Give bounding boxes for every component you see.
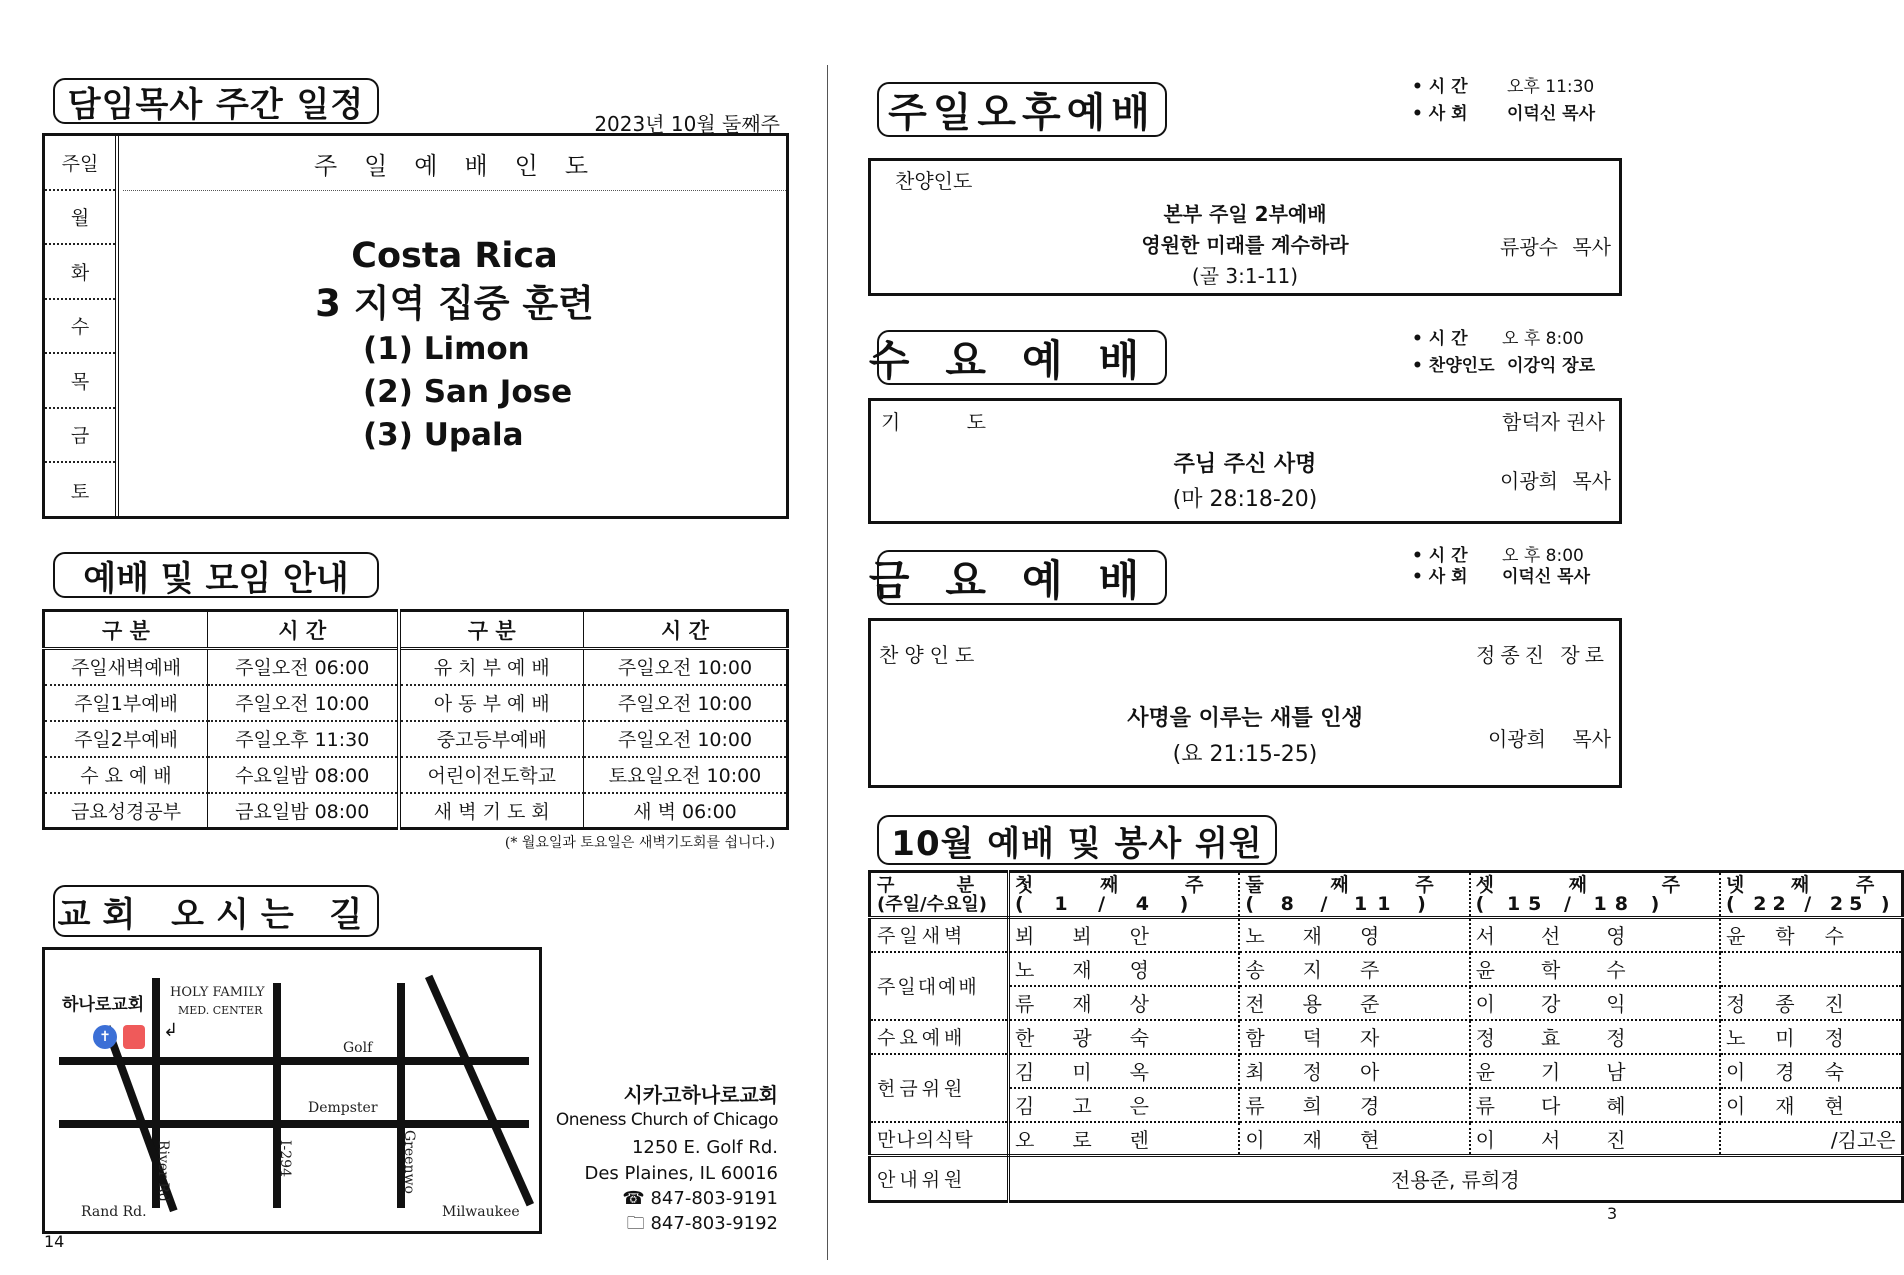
sunday-pm-info (1412, 74, 1612, 128)
map-hospital-label: HOLY FAMILY (170, 985, 265, 1000)
duty-name: 정효정 (1470, 1020, 1720, 1054)
duty-label: 만나의식탁 (870, 1122, 1009, 1156)
sermon-line2: 영원한 미래를 계수하라 (1141, 233, 1349, 257)
header-category: 구 분 (399, 611, 584, 649)
info-value: 오후 11:30 (1507, 77, 1595, 97)
day-friday: 금 (45, 409, 115, 464)
church-cross-icon: ✝ (93, 1025, 117, 1049)
hospital-icon (123, 1025, 145, 1049)
fax-icon: 🗀 (626, 1213, 651, 1234)
table-cell: 주일2부예배 (44, 721, 208, 757)
table-cell: 수 요 예 배 (44, 757, 208, 793)
info-value: 이덕신 목사 (1502, 567, 1591, 587)
table-cell: 유 치 부 예 배 (399, 649, 584, 685)
duty-name: 이재현 (1720, 1088, 1902, 1122)
map-greenwood-label: Greenwo (401, 1130, 417, 1194)
church-name-ko: 시카고하나로교회 (623, 1083, 778, 1107)
map-dempster-label: Dempster (308, 1100, 378, 1116)
duty-name: 함덕자 (1239, 1020, 1469, 1054)
scripture: (마 28:18-20) (1172, 487, 1318, 512)
map-i294-label: I-294 (277, 1140, 293, 1177)
body-line2: 3 지역 집중 훈련 (315, 282, 594, 325)
table-cell: 금요일밤 08:00 (208, 793, 399, 829)
duty-label: 주일새벽 (870, 918, 1009, 952)
duty-name: 한광숙 (1009, 1020, 1240, 1054)
day-tuesday: 화 (45, 245, 115, 300)
table-cell: 주일1부예배 (44, 685, 208, 721)
phone-number: 847-803-9191 (650, 1188, 778, 1209)
wednesday-info (1412, 326, 1612, 380)
duty-title: 10월 예배 및 봉사 위원 (877, 815, 1277, 865)
services-title: 예배 및 모임 안내 (53, 552, 379, 598)
info-label: • 시 간 (1412, 77, 1468, 97)
table-cell: 금요성경공부 (44, 793, 208, 829)
header-time: 시 간 (208, 611, 399, 649)
directions-map (42, 947, 542, 1234)
duty-name: 서선영 (1470, 918, 1720, 952)
duty-name: 오로렌 (1009, 1122, 1240, 1156)
schedule-date: 2023년 10월 둘째주 (594, 112, 780, 136)
duty-name: 노재영 (1009, 952, 1240, 986)
page-number-right: 3 (1607, 1204, 1618, 1223)
duty-name: 이강익 (1470, 986, 1720, 1020)
duty-header: 둘 째 주 ( 8 / 11 ) (1239, 872, 1469, 918)
duty-name: 이서진 (1470, 1122, 1720, 1156)
fax-number: 847-803-9192 (650, 1213, 778, 1234)
header-time: 시 간 (584, 611, 788, 649)
preacher: 류광수 목사 (1500, 235, 1611, 259)
duty-name: 노미정 (1720, 1020, 1902, 1054)
preacher: 이광희 목사 (1500, 469, 1611, 493)
duty-name: 송지주 (1239, 952, 1469, 986)
info-label: • 시 간 (1412, 329, 1468, 349)
page-divider (827, 65, 828, 1260)
duty-header: 구 분 (주일/수요일) (870, 872, 1009, 918)
services-note: (* 월요일과 토요일은 새벽기도회를 쉽니다.) (504, 835, 775, 851)
map-church-label: 하나로교회 (62, 995, 145, 1015)
phone-icon: ☎ (622, 1188, 651, 1209)
duty-name: 뵈뵈안 (1009, 918, 1240, 952)
table-cell: 어린이전도학교 (399, 757, 584, 793)
sermon-title: 주님 주신 사명 (1173, 452, 1317, 477)
duty-name: 김고은 (1009, 1088, 1240, 1122)
page-number-left: 14 (44, 1232, 65, 1251)
church-contact (550, 1082, 778, 1236)
usher-names: 전용준, 류희경 (1009, 1156, 1903, 1202)
map-river-label: River Rd (155, 1140, 171, 1202)
schedule-body (123, 232, 786, 457)
map-golf-label: Golf (343, 1040, 373, 1056)
duty-table (868, 870, 1904, 1203)
duty-name: 노재영 (1239, 918, 1469, 952)
scripture: (요 21:15-25) (1172, 742, 1318, 767)
table-cell: 새 벽 06:00 (584, 793, 788, 829)
day-sunday: 주일 (45, 136, 115, 191)
road-dempster (59, 1120, 529, 1128)
wednesday-box (868, 398, 1622, 524)
duty-header: 넷 째 주 ( 22 / 25 ) (1720, 872, 1902, 918)
sunday-header: 주일예배인도 (123, 136, 786, 191)
leader-label: 찬양인도 (879, 643, 981, 667)
duty-name: 류희경 (1239, 1088, 1469, 1122)
duty-name: 이재현 (1239, 1122, 1469, 1156)
duty-header: 첫 째 주 ( 1 / 4 ) (1009, 872, 1240, 918)
map-hospital-label: MED. CENTER (178, 1004, 263, 1017)
map-rand-label: Rand Rd. (81, 1204, 147, 1220)
table-cell: 수요일밤 08:00 (208, 757, 399, 793)
map-milwaukee-label: Milwaukee (442, 1204, 520, 1220)
day-column (45, 136, 119, 516)
table-cell: 주일오전 10:00 (584, 685, 788, 721)
duty-name: 전용준 (1239, 986, 1469, 1020)
info-label: • 사 회 (1412, 104, 1468, 124)
road-golf (59, 1057, 529, 1065)
scripture: (골 3:1-11) (1191, 264, 1299, 288)
day-wednesday: 수 (45, 300, 115, 355)
schedule-box (42, 133, 789, 519)
table-cell: 주일오전 10:00 (208, 685, 399, 721)
table-cell: 중고등부예배 (399, 721, 584, 757)
info-value: 오 후 8:00 (1502, 329, 1584, 349)
info-label: • 시 간 (1412, 546, 1468, 566)
address-line2: Des Plaines, IL 60016 (584, 1163, 778, 1184)
info-label: • 사 회 (1412, 567, 1468, 587)
usher-label: 안내위원 (870, 1156, 1009, 1202)
prayer-label: 기 도 (881, 410, 986, 434)
duty-name: 윤학수 (1470, 952, 1720, 986)
table-cell: 주일오전 10:00 (584, 721, 788, 757)
prayer-name: 함덕자 권사 (1502, 410, 1605, 434)
duty-name (1720, 952, 1902, 986)
table-cell: 주일오후 11:30 (208, 721, 399, 757)
leader-label: 찬양인도 (895, 169, 973, 193)
duty-name: 이경숙 (1720, 1054, 1902, 1088)
table-cell: 주일오전 10:00 (584, 649, 788, 685)
directions-title: 교회 오시는 길 (53, 885, 379, 937)
body-item: (1) Limon (363, 331, 530, 367)
duty-name: 김미옥 (1009, 1054, 1240, 1088)
duty-name: 윤학수 (1720, 918, 1902, 952)
body-item: (3) Upala (363, 417, 524, 453)
table-cell: 주일새벽예배 (44, 649, 208, 685)
table-cell: 아 동 부 예 배 (399, 685, 584, 721)
table-cell: 토요일오전 10:00 (584, 757, 788, 793)
sunday-pm-title: 주일오후예배 (877, 82, 1167, 137)
body-line1: Costa Rica (351, 236, 558, 276)
arrow-icon: ↲ (163, 1020, 179, 1041)
address-line1: 1250 E. Golf Rd. (631, 1137, 778, 1158)
day-monday: 월 (45, 191, 115, 246)
duty-label: 헌금위원 (870, 1054, 1009, 1122)
duty-name: /김고은 (1720, 1122, 1902, 1156)
leader-name: 정종진 장로 (1476, 643, 1609, 667)
duty-name: 윤기남 (1470, 1054, 1720, 1088)
day-saturday: 토 (70, 480, 90, 503)
duty-label: 수요예배 (870, 1020, 1009, 1054)
duty-name: 류다혜 (1470, 1088, 1720, 1122)
sermon-title: 사명을 이루는 새틀 인생 (1127, 706, 1363, 731)
header-category: 구 분 (44, 611, 208, 649)
table-cell: 새 벽 기 도 회 (399, 793, 584, 829)
friday-info (1412, 546, 1612, 588)
sunday-pm-box (868, 158, 1622, 296)
schedule-title: 담임목사 주간 일정 (53, 78, 379, 124)
duty-name: 류재상 (1009, 986, 1240, 1020)
duty-header: 셋 째 주 ( 15 / 18 ) (1470, 872, 1720, 918)
wednesday-title: 수요예배 (877, 330, 1167, 385)
info-value: 이덕신 목사 (1507, 104, 1596, 124)
duty-name: 정종진 (1720, 986, 1902, 1020)
duty-name: 최정아 (1239, 1054, 1469, 1088)
day-thursday: 목 (45, 354, 115, 409)
duty-label: 주일대예배 (870, 952, 1009, 1020)
church-name-en: Oneness Church of Chicago (555, 1110, 778, 1130)
services-table (42, 609, 789, 830)
table-cell: 주일오전 06:00 (208, 649, 399, 685)
body-item: (2) San Jose (363, 374, 573, 410)
sermon-line1: 본부 주일 2부예배 (1163, 202, 1327, 226)
friday-title: 금요예배 (877, 550, 1167, 605)
info-value: 오 후 8:00 (1502, 546, 1584, 566)
preacher: 이광희 목사 (1488, 727, 1611, 751)
friday-box (868, 618, 1622, 788)
road-milwaukee (425, 975, 534, 1207)
info-value: 이강익 장로 (1507, 356, 1596, 376)
info-label: • 찬양인도 (1412, 356, 1495, 376)
